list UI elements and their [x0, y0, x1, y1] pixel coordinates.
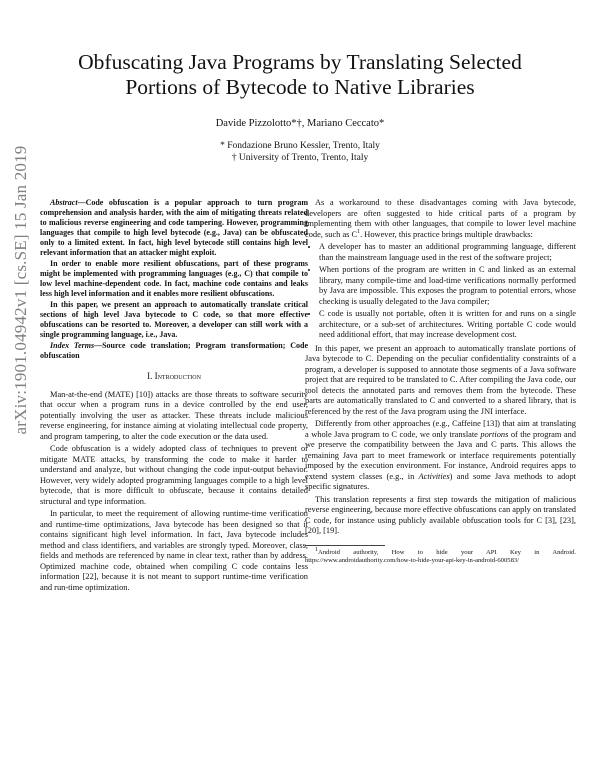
diff-text-2: of the program and we preserve the compatibility between the Java and C parts. This allows the remaining Java part to meet framework or interface requirements potentially imposed by the execution environment. For instance, Android requires apps to extend system classes (e.g., in [305, 429, 576, 481]
workaround-tail: . However, this practice brings multiple drawbacks: [360, 229, 533, 239]
workaround-paragraph [305, 198, 576, 240]
arxiv-stamp [8, 10, 34, 570]
abstract [40, 198, 308, 361]
arxiv-stamp-text: arXiv:1901.04942v1 [cs.SE] 15 Jan 2019 [11, 145, 30, 435]
affiliation-1: * Fondazione Bruno Kessler, Trento, Italy [220, 141, 380, 151]
footnote [305, 546, 576, 565]
index-terms: —Source code translation; Program transformation; Code obfuscation [40, 341, 308, 360]
intro-paragraph-1: Man-at-the-end (MATE) [10]) attacks are those threats to software security that occur when a program runs in a device controlled by the end user, potentially involving the user as attacker. These threats include malicious reverse engineering, for instance aiming at violating intellectual code property, and program tampering, to alter the code execution or the data used. [40, 389, 308, 441]
footnote-mark: 1 [315, 546, 318, 553]
affiliation-2: † University of Trento, Trento, Italy [231, 153, 369, 163]
abstract-lead: Abstract [50, 198, 78, 207]
diff-em-activities: Activities [418, 471, 450, 481]
paper-title: Obfuscating Java Programs by Translating Selected Portions of Bytecode to Native Libraries [78, 50, 522, 99]
affiliations [40, 140, 560, 164]
drawback-item: • C code is usually not portable, often it is written for and runs on a single architecture, or a sub-set of architectures. Writing portable C code would need additional effort, that may increase development cost. [319, 309, 576, 341]
diff-text-1: Differently from other approaches (e.g., Caffeine [13]) that aim at translating a whole Java program to C code, we only translate [305, 419, 576, 439]
intro-paragraph-3: In particular, to meet the requirement of allowing runtime-time verification and runtime-time optimizations, Java bytecode has been designed so that it contains significant high level information. In fact, Java bytecode includes method and class identifiers, and variables are strongly typed. Moreover, class, fields and methods are referenced by name in clear text, rather than by address. Optimized machine code, obtained when compiling C code contains less information [22], because it is not meant to support runtime-time verification and run-time optimization. [40, 509, 308, 592]
drawbacks-list [305, 242, 576, 341]
right-column [305, 198, 576, 567]
section-heading-introduction: I. Introduction [147, 371, 201, 381]
intro-paragraph-2: Code obfuscation is a widely adopted class of techniques to prevent or mitigate MATE attacks, by transforming the code to make it harder to understand and analyze, but without changing the code input-output behavior. However, very widely adopted programming languages compile to a high level bytecode, that is more difficult to obfuscate, because it contains detailed structural and type information. [40, 444, 308, 506]
abstract-p3: In this paper, we present an approach to automatically translate critical sections of high level Java bytecode to C code, so that more effective obfuscations can be resorted to. Moreover, a developer can still work with a single programming language, i.e., Java. [40, 300, 308, 339]
paper-authors: Davide Pizzolotto*†, Mariano Ceccato* [215, 118, 385, 129]
drawback-item: • When portions of the program are written in C and linked as an external library, many compile-time and load-time verifications normally performed by Java are impossible. This exposes the program to potential errors, whose checking is usually delegated to the Java compiler; [319, 265, 576, 307]
footnote-text: Android authority, How to hide your API Key in Android. https://www.androidauthority.com/how-to-hide-your-api-key-in-android-600583/ [305, 548, 576, 564]
index-terms-lead: Index Terms [50, 341, 95, 350]
approach-paragraph: In this paper, we present an approach to automatically translate portions of Java bytecode to C. Depending on the peculiar confidentiality constraints of a program, a developer is supposed to annotate those segments of a Java software project that are required to be translated to C. After compiling the Java code, our tool detects the annotated parts and removes them from the bytecode. These parts are automatically translated to C and converted to a shared library, that is referenced by the rest of the Java program using the JNI interface. [305, 343, 576, 416]
diff-em-portions: portions [480, 429, 509, 439]
footnote-ref: 1 [357, 228, 361, 235]
abstract-p2: In order to enable more resilient obfuscations, part of these programs might be implemented with programming languages (e.g., C) that compile to low level machine-dependent code. In fact, machine code contains and leaks less high level information and it enables more resilient obfuscations. [40, 259, 308, 298]
differently-paragraph [305, 419, 576, 493]
workaround-text: As a workaround to these disadvantages coming with Java bytecode, developers are often suggested to hide critical parts of a program by implementing them with other languages, that compile to lower level machine code, such as C [305, 198, 576, 239]
left-column [40, 198, 308, 595]
diff-text-3: ) and some Java methods to adopt specific signatures. [305, 471, 576, 491]
abstract-p1: —Code obfuscation is a popular approach to turn program comprehension and analysis harder, with the aim of mitigating threats related to malicious reverse engineering and code tampering. However, programming languages that compile to high level bytecode (e.g., Java) can be obfuscated only to a limited extent. In fact, high level bytecode still contains high level relevant information that an attacker might exploit. [40, 198, 308, 257]
drawback-item: • A developer has to master an additional programming language, different than the mainstream language used in the rest of the software project; [319, 242, 576, 263]
translation-paragraph: This translation represents a first step towards the mitigation of malicious reverse engineering, because more effective obfuscations can apply on translated C code, for instance using publicly available obfuscation tools for C [3], [23], [20], [19]. [305, 494, 576, 535]
